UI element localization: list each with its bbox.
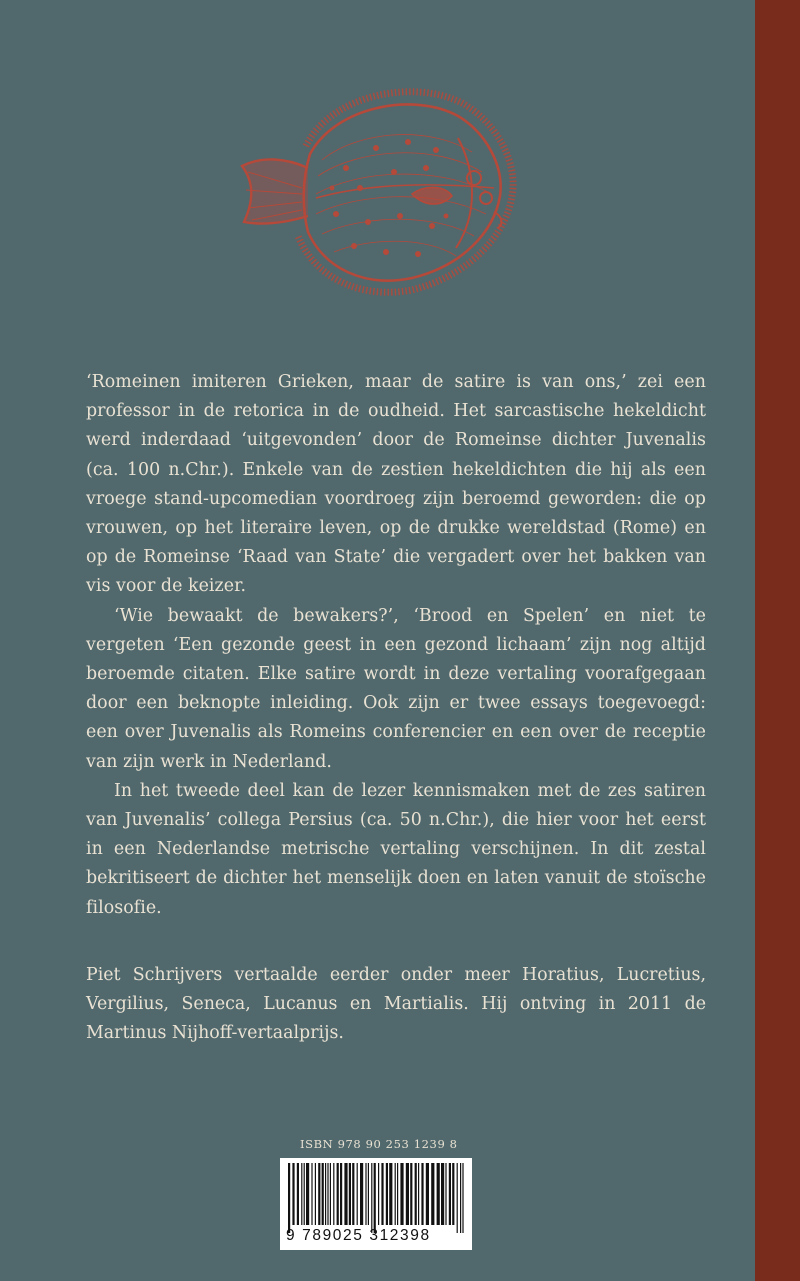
barcode-bar <box>397 1163 398 1225</box>
flatfish-illustration <box>236 76 528 298</box>
barcode-bar <box>337 1163 339 1225</box>
barcode-bar <box>460 1163 461 1233</box>
translator-note-text: Piet Schrijvers vertaalde eerder onder meer Horatius, Lucretius, Vergilius, Seneca, Lucanus en Martialis. Hij ontving in 2011 de Martinus Nijhoff-vertaalprijs. <box>86 965 706 1044</box>
barcode-bar <box>386 1163 388 1225</box>
barcode-bar <box>315 1163 316 1225</box>
barcode-bar <box>437 1163 440 1225</box>
blurb-paragraph-2: ‘Wie bewaakt de bewakers?’, ‘Brood en Spelen’ en niet te vergeten ‘Een gezonde geest in een gezond lichaam’ zijn nog altijd beroemde citaten. Elke satire wordt in deze vertaling voorafgegaan door een beknopte inleiding. Ook zijn er twee essays toegevoegd: een over Juvenalis als Romeins conferencier en een over de receptie van zijn werk in Nederland. <box>86 605 706 772</box>
barcode-bar <box>330 1163 331 1225</box>
barcode-bar <box>357 1163 358 1225</box>
barcode-bar <box>360 1163 363 1225</box>
barcode-bar <box>322 1163 324 1225</box>
barcode-bar <box>400 1163 403 1225</box>
barcode-bar <box>378 1163 379 1225</box>
barcode-bar <box>344 1163 347 1225</box>
barcode-bar <box>301 1163 302 1225</box>
barcode-bar <box>352 1163 354 1225</box>
back-cover-blurb <box>86 368 706 923</box>
translator-note <box>86 961 706 1049</box>
barcode-bar <box>325 1163 326 1225</box>
barcode-bar <box>389 1163 392 1225</box>
barcode-bar <box>415 1163 417 1225</box>
barcode-bar <box>318 1163 320 1225</box>
barcode-bar <box>365 1163 366 1225</box>
barcode-digits: 9 789025 312398 <box>286 1227 431 1244</box>
barcode-bar <box>333 1163 334 1225</box>
barcode-bar <box>421 1163 423 1225</box>
barcode-bar <box>462 1163 463 1233</box>
barcode-bar <box>368 1163 369 1225</box>
barcode-bar <box>441 1163 444 1225</box>
blurb-paragraph-1: ‘Romeinen imiteren Grieken, maar de satire is van ons,’ zei een professor in de retorica in de oudheid. Het sarcastische hekeldicht werd inderdaad ‘uitgevonden’ door de Romeinse dichter Juvenalis (ca. 100 n.Chr.). Enkele van de zestien hekeldichten die hij als een vroege stand-upcomedian voordroeg zijn beroemd geworden: die op vrouwen, op het literaire leven, op de drukke wereldstad (Rome) en op de Romeinse ‘Raad van State’ die vergadert over het bakken van vis voor de keizer. <box>86 372 706 597</box>
barcode-bar <box>349 1163 351 1225</box>
barcode-bar <box>288 1163 290 1233</box>
book-spine <box>755 0 800 1281</box>
barcode-bar <box>418 1163 419 1225</box>
isbn-label: ISBN 978 90 253 1239 8 <box>300 1137 458 1151</box>
barcode-bar <box>374 1163 376 1233</box>
barcode-bar <box>457 1163 458 1233</box>
barcode-bar <box>381 1163 383 1225</box>
barcode-bar <box>340 1163 342 1225</box>
barcode-bar <box>292 1163 294 1225</box>
barcode-bar <box>395 1163 396 1225</box>
barcode-bar <box>327 1163 328 1225</box>
barcode-bar <box>306 1163 309 1225</box>
barcode-bar <box>304 1163 305 1225</box>
barcode-bar <box>426 1163 429 1225</box>
barcode-bar <box>406 1163 409 1225</box>
barcode-bar <box>452 1163 454 1225</box>
barcode-bar <box>449 1163 451 1225</box>
barcode-bar <box>371 1163 372 1233</box>
barcode <box>280 1158 472 1250</box>
barcode-bar <box>445 1163 446 1225</box>
barcode-bar <box>297 1163 299 1225</box>
barcode-bar <box>311 1163 312 1225</box>
blurb-paragraph-3: In het tweede deel kan de lezer kennismaken met de zes satiren van Juvenalis’ collega Persius (ca. 50 n.Chr.), die hier voor het eerst in een Nederlandse metrische vertaling verschijnen. In dit zestal bekritiseert de dichter het menselijk doen en laten vanuit de stoïsche filosofie. <box>86 780 706 918</box>
barcode-bar <box>410 1163 412 1225</box>
barcode-bar <box>431 1163 434 1225</box>
